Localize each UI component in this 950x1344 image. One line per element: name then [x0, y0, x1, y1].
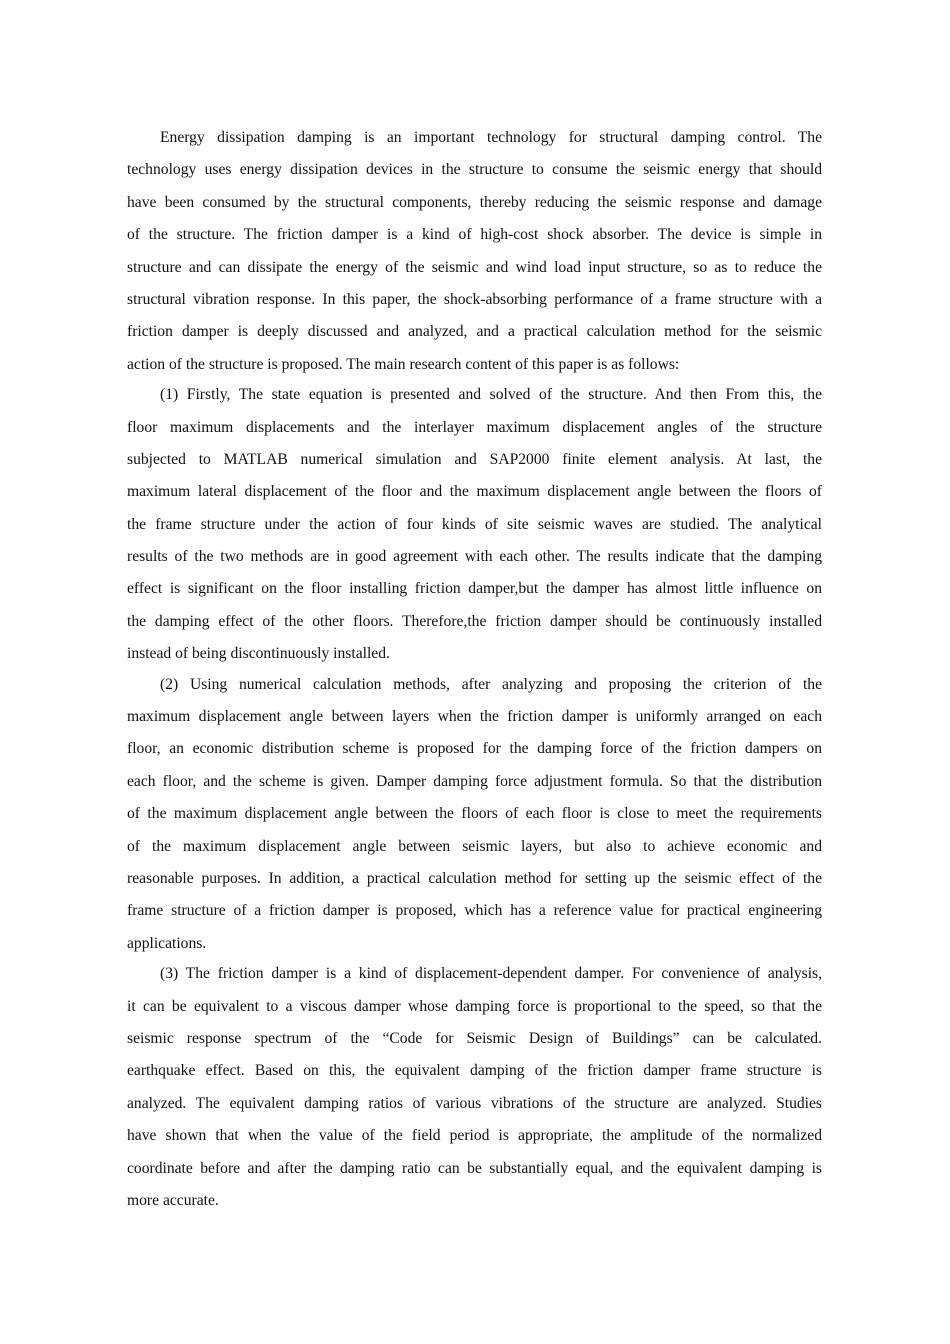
text-line: have been consumed by the structural components, thereby reducing the seismic response and damage — [127, 193, 822, 211]
text-line: of the maximum displacement angle between the floors of each floor is close to meet the requirements — [127, 805, 822, 823]
text-line: Energy dissipation damping is an important technology for structural damping control. The — [160, 129, 822, 146]
text-line: each floor, and the scheme is given. Damper damping force adjustment formula. So that the distribution — [127, 772, 822, 790]
text-line: (2) Using numerical calculation methods, after analyzing and proposing the criterion of the — [160, 675, 822, 693]
text-line: floor, an economic distribution scheme is proposed for the damping force of the friction dampers on — [127, 740, 822, 758]
text-line: maximum lateral displacement of the floor and the maximum displacement angle between the floors of — [127, 483, 822, 501]
text-line: have shown that when the value of the field period is appropriate, the amplitude of the normalized — [127, 1127, 822, 1145]
text-line: seismic response spectrum of the “Code for Seismic Design of Buildings” can be calculated. — [127, 1029, 822, 1047]
text-line: coordinate before and after the damping ratio can be substantially equal, and the equivalent damping is — [127, 1159, 822, 1177]
text-line: friction damper is deeply discussed and analyzed, and a practical calculation method for the seismic — [127, 323, 822, 341]
text-line: earthquake effect. Based on this, the equivalent damping of the friction damper frame structure is — [127, 1062, 822, 1080]
text-line: effect is significant on the floor installing friction damper,but the damper has almost little influence on — [127, 580, 822, 598]
text-line: it can be equivalent to a viscous damper whose damping force is proportional to the speed, so that the — [127, 997, 822, 1015]
text-line: structure and can dissipate the energy of the seismic and wind load input structure, so as to reduce the — [127, 258, 822, 276]
text-line: (1) Firstly, The state equation is presented and solved of the structure. And then From this, the — [160, 386, 822, 404]
text-line: the damping effect of the other floors. Therefore,the friction damper should be continuously installed — [127, 612, 822, 630]
text-line: applications. — [127, 934, 207, 952]
text-line: results of the two methods are in good agreement with each other. The results indicate that the damping — [127, 548, 822, 566]
paragraph — [127, 379, 822, 671]
text-line: structural vibration response. In this paper, the shock-absorbing performance of a frame structure with a — [127, 290, 822, 308]
text-line: subjected to MATLAB numerical simulation and SAP2000 finite element analysis. At last, the — [127, 450, 822, 468]
text-line: action of the structure is proposed. The main research content of this paper is as follows: — [127, 355, 680, 373]
paragraph — [127, 122, 822, 381]
text-line: maximum displacement angle between layers when the friction damper is uniformly arranged on each — [127, 708, 822, 726]
text-line: floor maximum displacements and the interlayer maximum displacement angles of the structure — [127, 418, 822, 436]
text-line: analyzed. The equivalent damping ratios of various vibrations of the structure are analyzed. Studies — [127, 1094, 822, 1112]
text-line: the frame structure under the action of four kinds of site seismic waves are studied. The analytical — [127, 515, 822, 533]
text-line: of the maximum displacement angle between seismic layers, but also to achieve economic and — [127, 837, 822, 855]
document-body — [127, 122, 822, 1215]
text-line: (3) The friction damper is a kind of displacement-dependent damper. For convenience of analysis, — [160, 965, 822, 983]
paragraph — [127, 958, 822, 1217]
text-line: frame structure of a friction damper is proposed, which has a reference value for practical engineering — [127, 902, 822, 920]
paragraph — [127, 669, 822, 961]
text-line: reasonable purposes. In addition, a practical calculation method for setting up the seismic effect of the — [127, 869, 822, 887]
text-line: instead of being discontinuously installed. — [127, 645, 390, 663]
text-line: technology uses energy dissipation devices in the structure to consume the seismic energy that should — [127, 161, 822, 179]
text-line: of the structure. The friction damper is a kind of high-cost shock absorber. The device is simple in — [127, 226, 822, 244]
text-line: more accurate. — [127, 1191, 219, 1209]
